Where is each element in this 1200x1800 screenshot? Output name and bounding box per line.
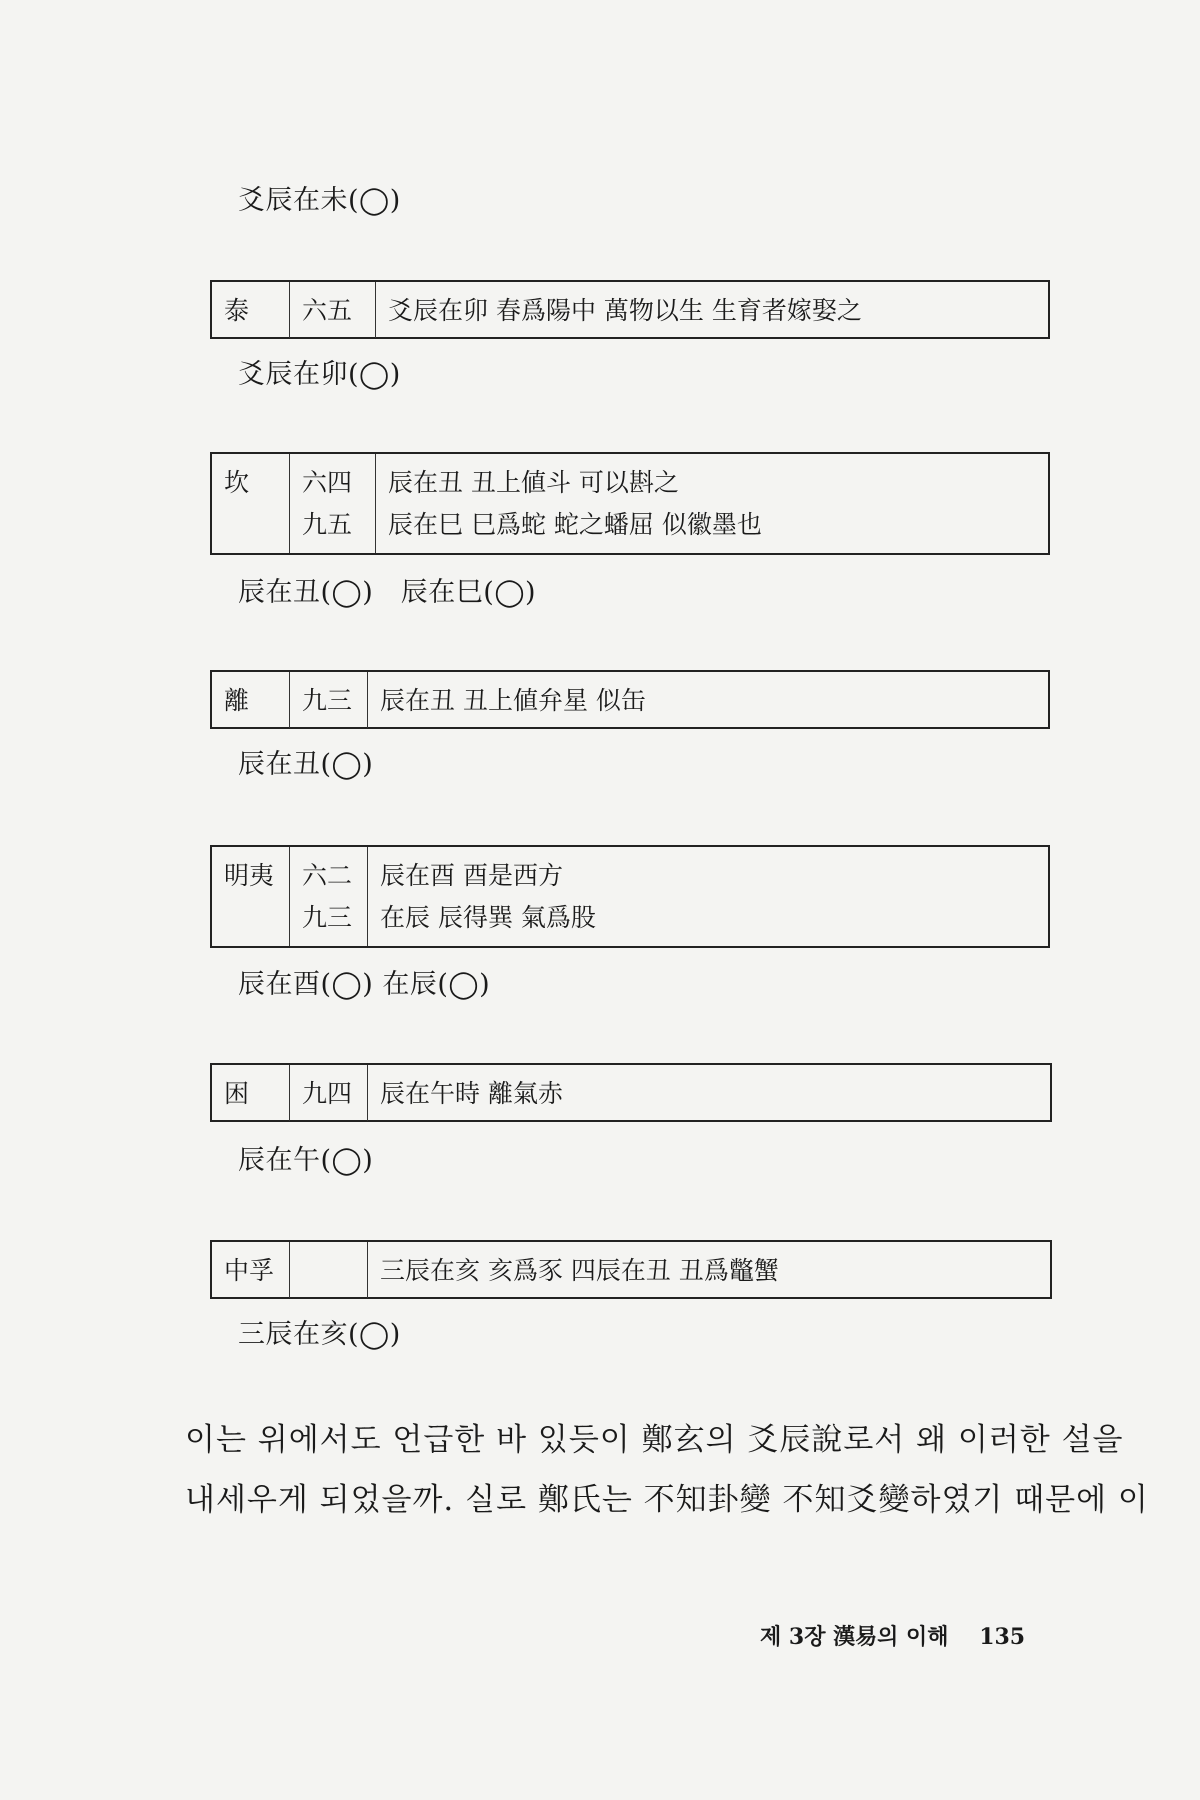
hexagram-name: 離: [212, 672, 290, 728]
entry-note: 辰在丑(◯): [238, 749, 374, 780]
hexagram-table-mingyi: [210, 845, 1050, 948]
hexagram-table-kan: [210, 452, 1050, 555]
commentary-text: 辰在午時 離氣赤: [380, 1079, 563, 1108]
line-position: 九三: [290, 672, 368, 728]
line-position: 六五: [290, 282, 376, 338]
commentary-text: 辰在酉 酉是西方: [380, 861, 563, 890]
hexagram-name: 中孚: [212, 1242, 290, 1298]
commentary-text: 辰在丑 丑上値弁星 似缶: [380, 686, 646, 715]
body-paragraph: [185, 1410, 1149, 1530]
line-position: [290, 1242, 368, 1298]
hexagram-table-kun: [210, 1063, 1052, 1122]
commentary-text: 在辰 辰得巽 氣爲股: [380, 903, 596, 932]
commentary-text: 爻辰在卯 春爲陽中 萬物以生 生育者嫁娶之: [388, 296, 862, 325]
line-position: 六二: [302, 861, 353, 890]
commentary-text: 辰在巳 巳爲蛇 蛇之蟠屈 似徽墨也: [388, 510, 762, 539]
entry-note: 爻辰在卯(◯): [238, 359, 401, 390]
commentary-text: 三辰在亥 亥爲豕 四辰在丑 丑爲鼈蟹: [380, 1256, 779, 1285]
line-position-group: [290, 847, 368, 946]
page-footer: [760, 1620, 1025, 1651]
entry-note: 三辰在亥(◯): [238, 1319, 401, 1350]
paragraph-line: 이는 위에서도 언급한 바 있듯이 鄭玄의 爻辰說로서 왜 이러한 설을: [185, 1422, 1124, 1458]
commentary-group: [376, 454, 1048, 553]
hexagram-name: 明夷: [212, 847, 290, 946]
paragraph-line: 내세우게 되었을까. 실로 鄭氏는 不知卦變 不知爻變하였기 때문에 이: [185, 1482, 1149, 1518]
commentary-group: [368, 847, 1048, 946]
hexagram-table-tai: [210, 280, 1050, 339]
hexagram-table-li: [210, 670, 1050, 729]
commentary-text: 辰在丑 丑上値斗 可以斟之: [388, 468, 679, 497]
line-position: 九五: [302, 510, 353, 539]
entry-note: 辰在午(◯): [238, 1145, 374, 1176]
chapter-title: 제 3장 漢易의 이해: [760, 1624, 949, 1650]
top-note: 爻辰在未(◯): [238, 185, 401, 216]
entry-note: 辰在酉(◯) 在辰(◯): [238, 969, 491, 1000]
line-position-group: [290, 454, 376, 553]
line-position: 六四: [302, 468, 353, 497]
hexagram-name: 坎: [212, 454, 290, 553]
line-position: 九三: [302, 903, 353, 932]
page-number: 135: [979, 1624, 1026, 1650]
line-position: 九四: [290, 1065, 368, 1121]
entry-note: 辰在丑(◯) 辰在巳(◯): [238, 577, 537, 608]
hexagram-name: 泰: [212, 282, 290, 338]
hexagram-table-zhongfu: [210, 1240, 1052, 1299]
hexagram-name: 困: [212, 1065, 290, 1121]
